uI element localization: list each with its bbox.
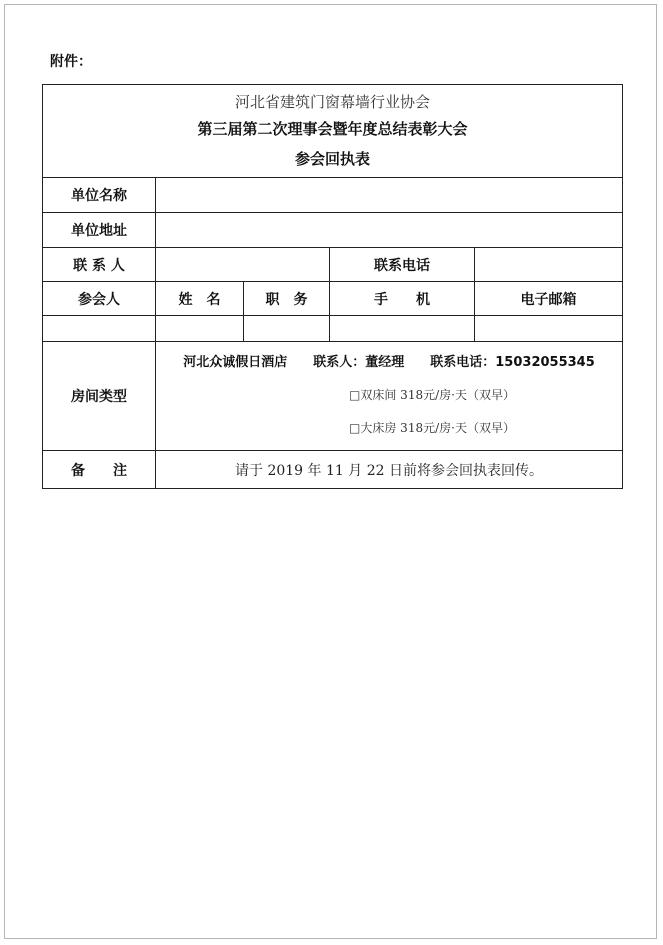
unit-name-field[interactable] <box>156 178 623 213</box>
attendee-email-field[interactable] <box>475 316 623 342</box>
hotel-line <box>156 347 622 379</box>
hotel-phone: 联系电话：15032055345 <box>430 355 595 370</box>
remark-text: 请于 2019 年 11 月 22 日前将参会回执表回传。 <box>156 451 623 489</box>
contact-person-label: 联 系 人 <box>43 248 156 282</box>
contact-row <box>43 248 623 282</box>
position-column-header: 职 务 <box>244 282 330 316</box>
hotel-contact: 联系人：董经理 <box>313 355 405 370</box>
association-name: 河北省建筑门窗幕墙行业协会 <box>234 93 430 111</box>
contact-person-field[interactable] <box>156 248 330 282</box>
unit-name-row <box>43 178 623 213</box>
king-room-option[interactable]: □大床房 318元/房·天（双早） <box>349 421 515 435</box>
remark-row <box>43 451 623 489</box>
attendee-entry-row <box>43 316 623 342</box>
table-header-cell <box>43 85 623 178</box>
attendee-label: 参会人 <box>43 282 156 316</box>
registration-form-table <box>42 84 623 489</box>
contact-phone-field[interactable] <box>475 248 623 282</box>
meeting-title: 第三届第二次理事会暨年度总结表彰大会 <box>197 120 468 138</box>
attendee-header-row <box>43 282 623 316</box>
unit-address-label: 单位地址 <box>43 213 156 248</box>
remark-label: 备 注 <box>43 451 156 489</box>
name-column-header: 姓 名 <box>156 282 244 316</box>
attendee-entry-blank <box>43 316 156 342</box>
form-title: 参会回执表 <box>294 150 370 168</box>
room-info-cell <box>156 342 623 451</box>
unit-name-label: 单位名称 <box>43 178 156 213</box>
email-column-header: 电子邮箱 <box>475 282 623 316</box>
room-type-row <box>43 342 623 451</box>
mobile-column-header: 手 机 <box>330 282 475 316</box>
attendee-name-field[interactable] <box>156 316 244 342</box>
attachment-label: 附件： <box>50 54 92 70</box>
unit-address-field[interactable] <box>156 213 623 248</box>
contact-phone-label: 联系电话 <box>330 248 475 282</box>
attendee-position-field[interactable] <box>244 316 330 342</box>
twin-room-option[interactable]: □双床间 318元/房·天（双早） <box>349 388 515 402</box>
table-header-row <box>43 85 623 178</box>
room-type-label: 房间类型 <box>43 342 156 451</box>
attendee-mobile-field[interactable] <box>330 316 475 342</box>
unit-address-row <box>43 213 623 248</box>
hotel-name: 河北众诚假日酒店 <box>183 355 288 370</box>
